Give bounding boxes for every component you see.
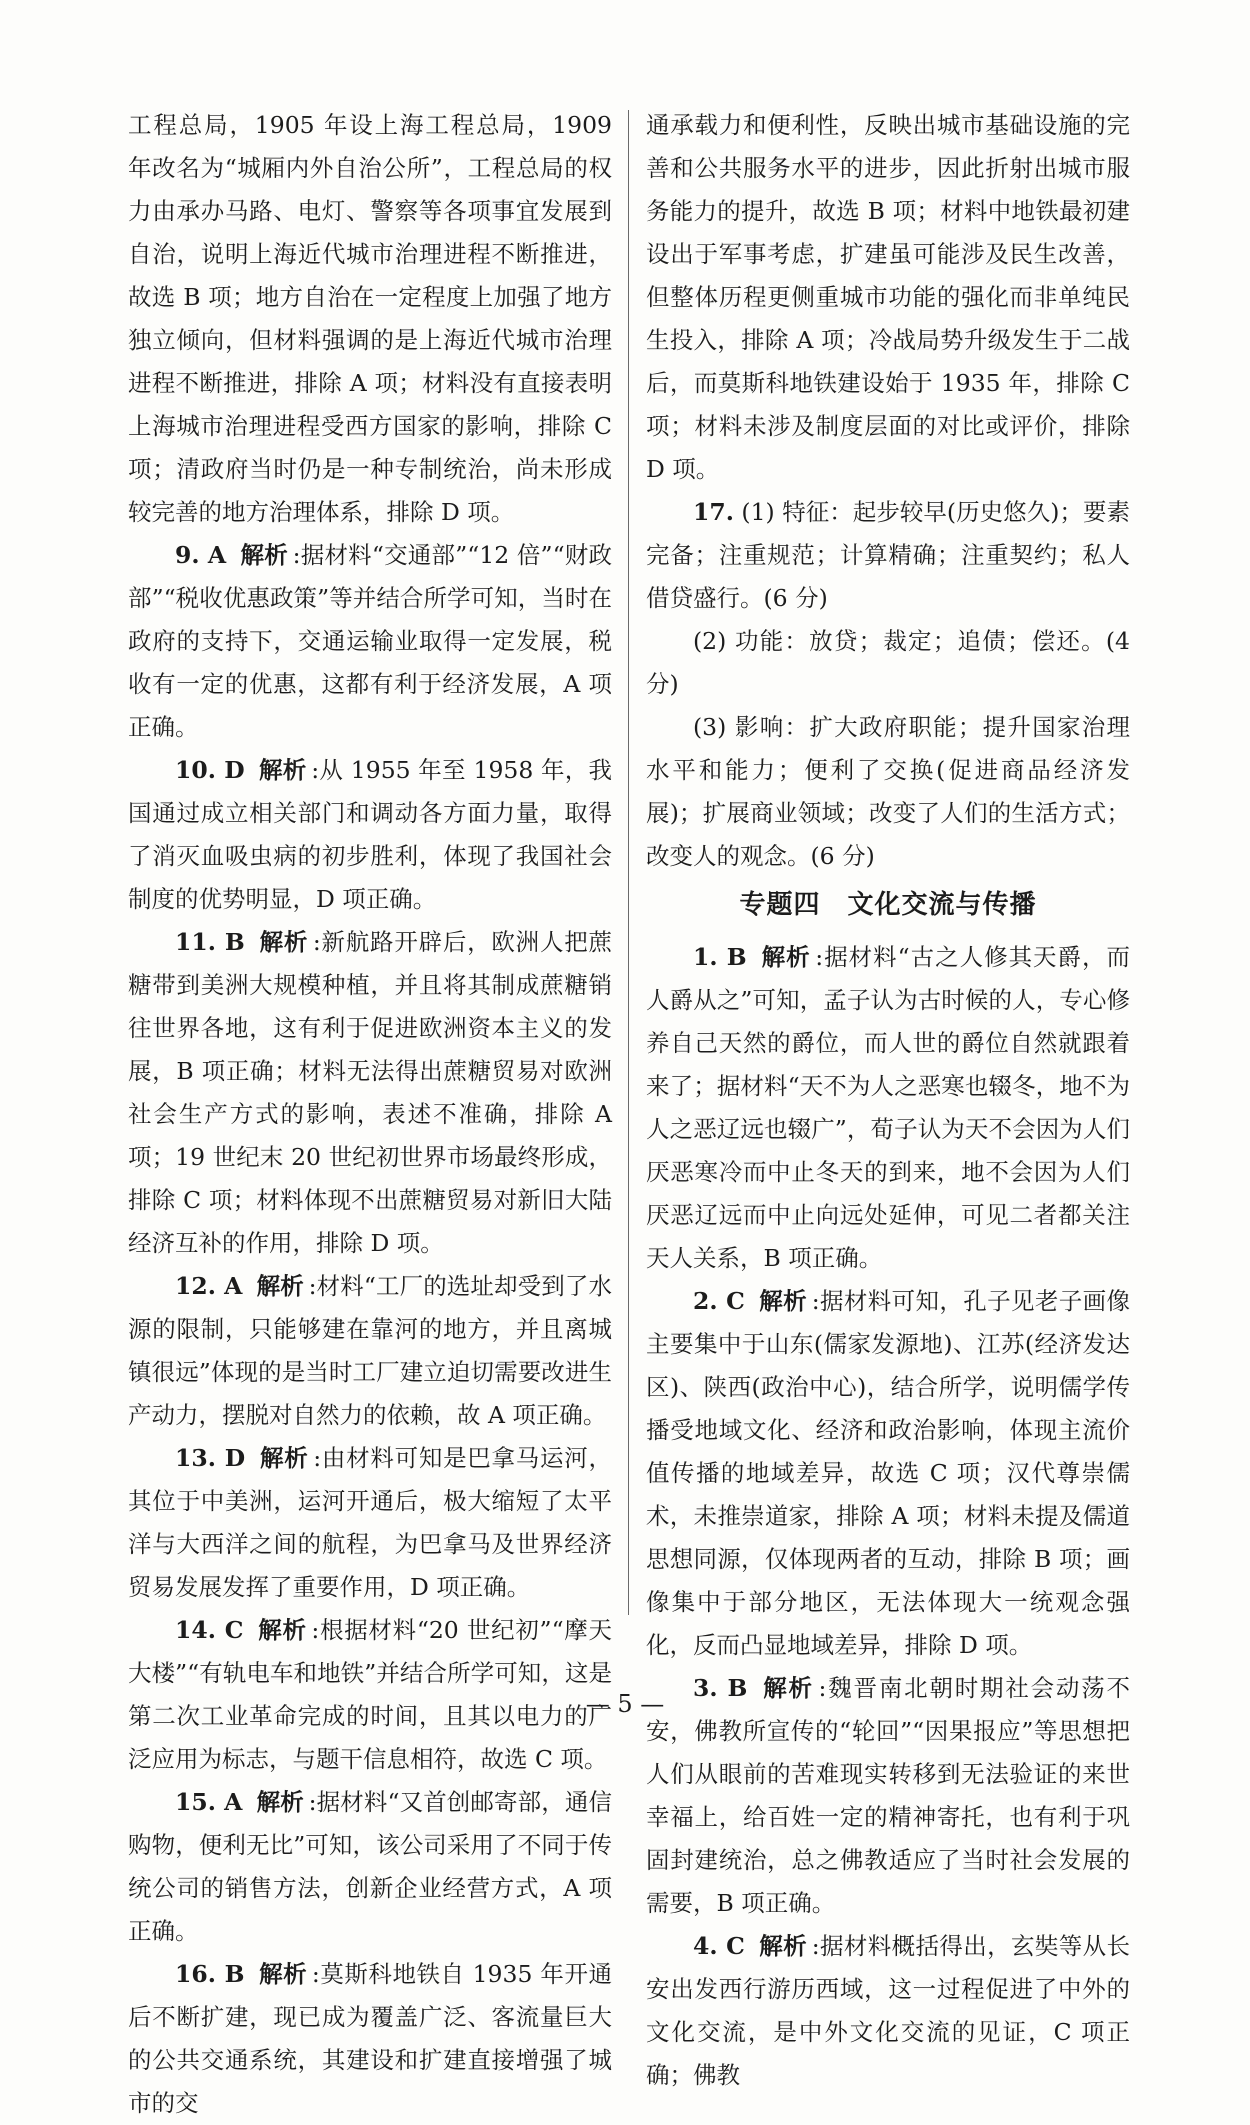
answer-item-17-part3: (3) 影响：扩大政府职能；提升国家治理水平和能力；便利了交换(促进商品经济发展)；扩展商业领域；改变了人们的生活方式；改变人的观念。(6 分) (646, 713, 1130, 870)
analysis-label: 解析 (240, 541, 288, 569)
section4-answer-3: 3. B 解析 :魏晋南北朝时期社会动荡不安，佛教所宣传的“轮回”“因果报应”等思想把人们从眼前的苦难现实转移到无法验证的来世幸福上，给百姓一定的精神寄托，也有利于巩固封建统治，总之佛教适应了当时社会发展的需要，B 项正确。 (646, 1674, 1131, 1917)
answer-item-11: 11. B 解析 :新航路开辟后，欧洲人把蔗糖带到美洲大规模种植，并且将其制成蔗糖销往世界各地，这有利于促进欧洲资本主义的发展，B 项正确；材料无法得出蔗糖贸易对欧洲社会生产方式的影响，表述不准确，排除 A 项；19 世纪末 20 世纪初世界市场最终形成，排除 C 项；材料体现不出蔗糖贸易对新旧大陆经济互补的作用，排除 D 项。 (128, 928, 613, 1257)
analysis-label: 解析 (761, 1674, 814, 1702)
answer-item-12: 12. A 解析 :材料“工厂的选址却受到了水源的限制，只能够建在靠河的地方，并且离城镇很远”体现的是当时工厂建立迫切需要改进生产动力，摆脱对自然力的依赖，故 A 项正确。 (128, 1272, 613, 1429)
analysis-label: 解析 (257, 1616, 307, 1644)
analysis-label: 解析 (760, 943, 811, 971)
answer-number: 14. C (175, 1616, 244, 1644)
answer-text: 据材料“又首创邮寄部，通信购物，便利无比”可知，该公司采用了不同于传统公司的销售方法，创新企业经营方式，A 项正确。 (128, 1788, 613, 1945)
answer-number: 15. A (175, 1788, 243, 1816)
left-column (128, 104, 612, 2125)
answer-item-15: 15. A 解析 :据材料“又首创邮寄部，通信购物，便利无比”可知，该公司采用了不同于传统公司的销售方法，创新企业经营方式，A 项正确。 (128, 1788, 613, 1945)
answer-text: 莫斯科地铁自 1935 年开通后不断扩建，现已成为覆盖广泛、客流量巨大的公共交通系统，其建设和扩建直接增强了城市的交 (128, 1960, 612, 2117)
answer-number: 9. A (175, 541, 227, 569)
answer-number: 3. B (693, 1674, 748, 1702)
answer-number: 13. D (175, 1444, 246, 1472)
answer-number: 1. B (693, 943, 747, 971)
answer-text: (1) 特征：起步较早(历史悠久)；要素完备；注重规范；计算精确；注重契约；私人借贷盛行。(6 分) (646, 498, 1130, 612)
analysis-label: 解析 (758, 1932, 808, 1960)
analysis-label: 解析 (258, 928, 309, 956)
section4-answer-1: 1. B 解析 :据材料“古之人修其天爵，而人爵从之”可知，孟子认为古时候的人，专心修养自己天然的爵位，而人世的爵位自然就跟着来了；据材料“天不为人之恶寒也辍冬，地不为人之恶辽远也辍广”，荀子认为天不会因为人们厌恶寒冷而中止冬天的到来，地不会因为人们厌恶辽远而中止向远处延伸，可见二者都关注天人关系，B 项正确。 (646, 943, 1131, 1272)
right-column (646, 104, 1130, 2097)
section4-answer-2: 2. C 解析 :据材料可知，孔子见老子画像主要集中于山东(儒家发源地)、江苏(经济发达区)、陕西(政治中心)，结合所学，说明儒学传播受地域文化、经济和政治影响，体现主流价值传播的地域差异，故选 C 项；汉代尊崇儒术，未推崇道家，排除 A 项；材料未提及儒道思想同源，仅体现两者的互动，排除 B 项；画像集中于部分地区，无法体现大一统观念强化，反而凸显地域差异，排除 D 项。 (646, 1287, 1130, 1659)
column-divider (628, 110, 629, 1615)
answer-item-13: 13. D 解析 :由材料可知是巴拿马运河，其位于中美洲，运河开通后，极大缩短了太平洋与大西洋之间的航程，为巴拿马及世界经济贸易发展发挥了重要作用，D 项正确。 (128, 1444, 613, 1601)
answer-number: 11. B (175, 928, 245, 956)
answer-paragraph: 工程总局，1905 年设上海工程总局，1909 年改名为“城厢内外自治公所”，工程总局的权力由承办马路、电灯、警察等各项事宜发展到自治，说明上海近代城市治理进程不断推进，故选 B 项；地方自治在一定程度上加强了地方独立倾向，但材料强调的是上海近代城市治理进程不断推进，排除 A 项；材料没有直接表明上海城市治理进程受西方国家的影响，排除 C 项；清政府当时仍是一种专制统治，尚未形成较完善的地方治理体系，排除 D 项。 (128, 111, 612, 526)
answer-text: 据材料“古之人修其天爵，而人爵从之”可知，孟子认为古时候的人，专心修养自己天然的爵位，而人世的爵位自然就跟着来了；据材料“天不为人之恶寒也辍冬，地不为人之恶辽远也辍广”，荀子认为天不会因为人们厌恶寒冷而中止冬天的到来，地不会因为人们厌恶辽远而中止向远处延伸，可见二者都关注天人关系，B 项正确。 (646, 943, 1131, 1272)
analysis-label: 解析 (256, 1788, 304, 1816)
answer-item-16: 16. B 解析 :莫斯科地铁自 1935 年开通后不断扩建，现已成为覆盖广泛、客流量巨大的公共交通系统，其建设和扩建直接增强了城市的交 (128, 1960, 612, 2117)
answer-text: 据材料“交通部”“12 倍”“财政部”“税收优惠政策”等并结合所学可知，当时在政府的支持下，交通运输业取得一定发展，税收有一定的优惠，这都有利于经济发展，A 项正确。 (128, 541, 613, 741)
section4-answer-4: 4. C 解析 :据材料概括得出，玄奘等从长安出发西行游历西域，这一过程促进了中外的文化交流，是中外文化交流的见证，C 项正确；佛教 (646, 1932, 1130, 2089)
answer-number: 2. C (693, 1287, 745, 1315)
answer-text: 魏晋南北朝时期社会动荡不安，佛教所宣传的“轮回”“因果报应”等思想把人们从眼前的苦难现实转移到无法验证的来世幸福上，给百姓一定的精神寄托，也有利于巩固封建统治，总之佛教适应了当时社会发展的需要，B 项正确。 (646, 1674, 1131, 1917)
analysis-label: 解析 (258, 756, 307, 784)
analysis-label: 解析 (259, 1444, 309, 1472)
answer-item-17 (646, 491, 1130, 620)
page-number: — 5 — (585, 1690, 665, 1718)
answer-item-9: 9. A 解析 :据材料“交通部”“12 倍”“财政部”“税收优惠政策”等并结合所学可知，当时在政府的支持下，交通运输业取得一定发展，税收有一定的优惠，这都有利于经济发展，A 项正确。 (128, 541, 613, 741)
answer-text: 由材料可知是巴拿马运河，其位于中美洲，运河开通后，极大缩短了太平洋与大西洋之间的航程，为巴拿马及世界经济贸易发展发挥了重要作用，D 项正确。 (128, 1444, 613, 1601)
section-title: 专题四 文化交流与传播 (739, 890, 1037, 920)
answer-item-10: 10. D 解析 :从 1955 年至 1958 年，我国通过成立相关部门和调动各方面力量，取得了消灭血吸虫病的初步胜利，体现了我国社会制度的优势明显，D 项正确。 (128, 756, 612, 913)
answer-text: 根据材料“20 世纪初”“摩天大楼”“有轨电车和地铁”并结合所学可知，这是第二次工业革命完成的时间，且其以电力的广泛应用为标志，与题干信息相符，故选 C 项。 (128, 1616, 612, 1773)
analysis-label: 解析 (258, 1960, 308, 1988)
answer-number: 4. C (693, 1932, 745, 1960)
answer-text: 新航路开辟后，欧洲人把蔗糖带到美洲大规模种植，并且将其制成蔗糖销往世界各地，这有利于促进欧洲资本主义的发展，B 项正确；材料无法得出蔗糖贸易对欧洲社会生产方式的影响，表述不准确，排除 A 项；19 世纪末 20 世纪初世界市场最终形成，排除 C 项；材料体现不出蔗糖贸易对新旧大陆经济互补的作用，排除 D 项。 (128, 928, 613, 1257)
analysis-label: 解析 (256, 1272, 304, 1300)
answer-number: 10. D (175, 756, 245, 784)
answer-paragraph: 通承载力和便利性，反映出城市基础设施的完善和公共服务水平的进步，因此折射出城市服务能力的提升，故选 B 项；材料中地铁最初建设出于军事考虑，扩建虽可能涉及民生改善，但整体历程更侧重城市功能的强化而非单纯民生投入，排除 A 项；冷战局势升级发生于二战后，而莫斯科地铁建设始于 1935 年，排除 C 项；材料未涉及制度层面的对比或评价，排除 D 项。 (646, 111, 1130, 483)
answer-text: 材料“工厂的选址却受到了水源的限制，只能够建在靠河的地方，并且离城镇很远”体现的是当时工厂建立迫切需要改进生产动力，摆脱对自然力的依赖，故 A 项正确。 (128, 1272, 613, 1429)
answer-number: 17. (693, 498, 734, 526)
answer-text: 据材料概括得出，玄奘等从长安出发西行游历西域，这一过程促进了中外的文化交流，是中外文化交流的见证，C 项正确；佛教 (646, 1932, 1130, 2089)
answer-item-17-part2: (2) 功能：放贷；裁定；追债；偿还。(4 分) (646, 627, 1130, 698)
answer-number: 12. A (175, 1272, 243, 1300)
answer-text: 据材料可知，孔子见老子画像主要集中于山东(儒家发源地)、江苏(经济发达区)、陕西(政治中心)，结合所学，说明儒学传播受地域文化、经济和政治影响，体现主流价值传播的地域差异，故选 C 项；汉代尊崇儒术，未推崇道家，排除 A 项；材料未提及儒道思想同源，仅体现两者的互动，排除 B 项；画像集中于部分地区，无法体现大一统观念强化，反而凸显地域差异，排除 D 项。 (646, 1287, 1130, 1659)
answer-item-14: 14. C 解析 :根据材料“20 世纪初”“摩天大楼”“有轨电车和地铁”并结合所学可知，这是第二次工业革命完成的时间，且其以电力的广泛应用为标志，与题干信息相符，故选 C 项。 (128, 1616, 612, 1773)
answer-text: 从 1955 年至 1958 年，我国通过成立相关部门和调动各方面力量，取得了消灭血吸虫病的初步胜利，体现了我国社会制度的优势明显，D 项正确。 (128, 756, 612, 913)
analysis-label: 解析 (758, 1287, 808, 1315)
answer-number: 16. B (175, 1960, 245, 1988)
